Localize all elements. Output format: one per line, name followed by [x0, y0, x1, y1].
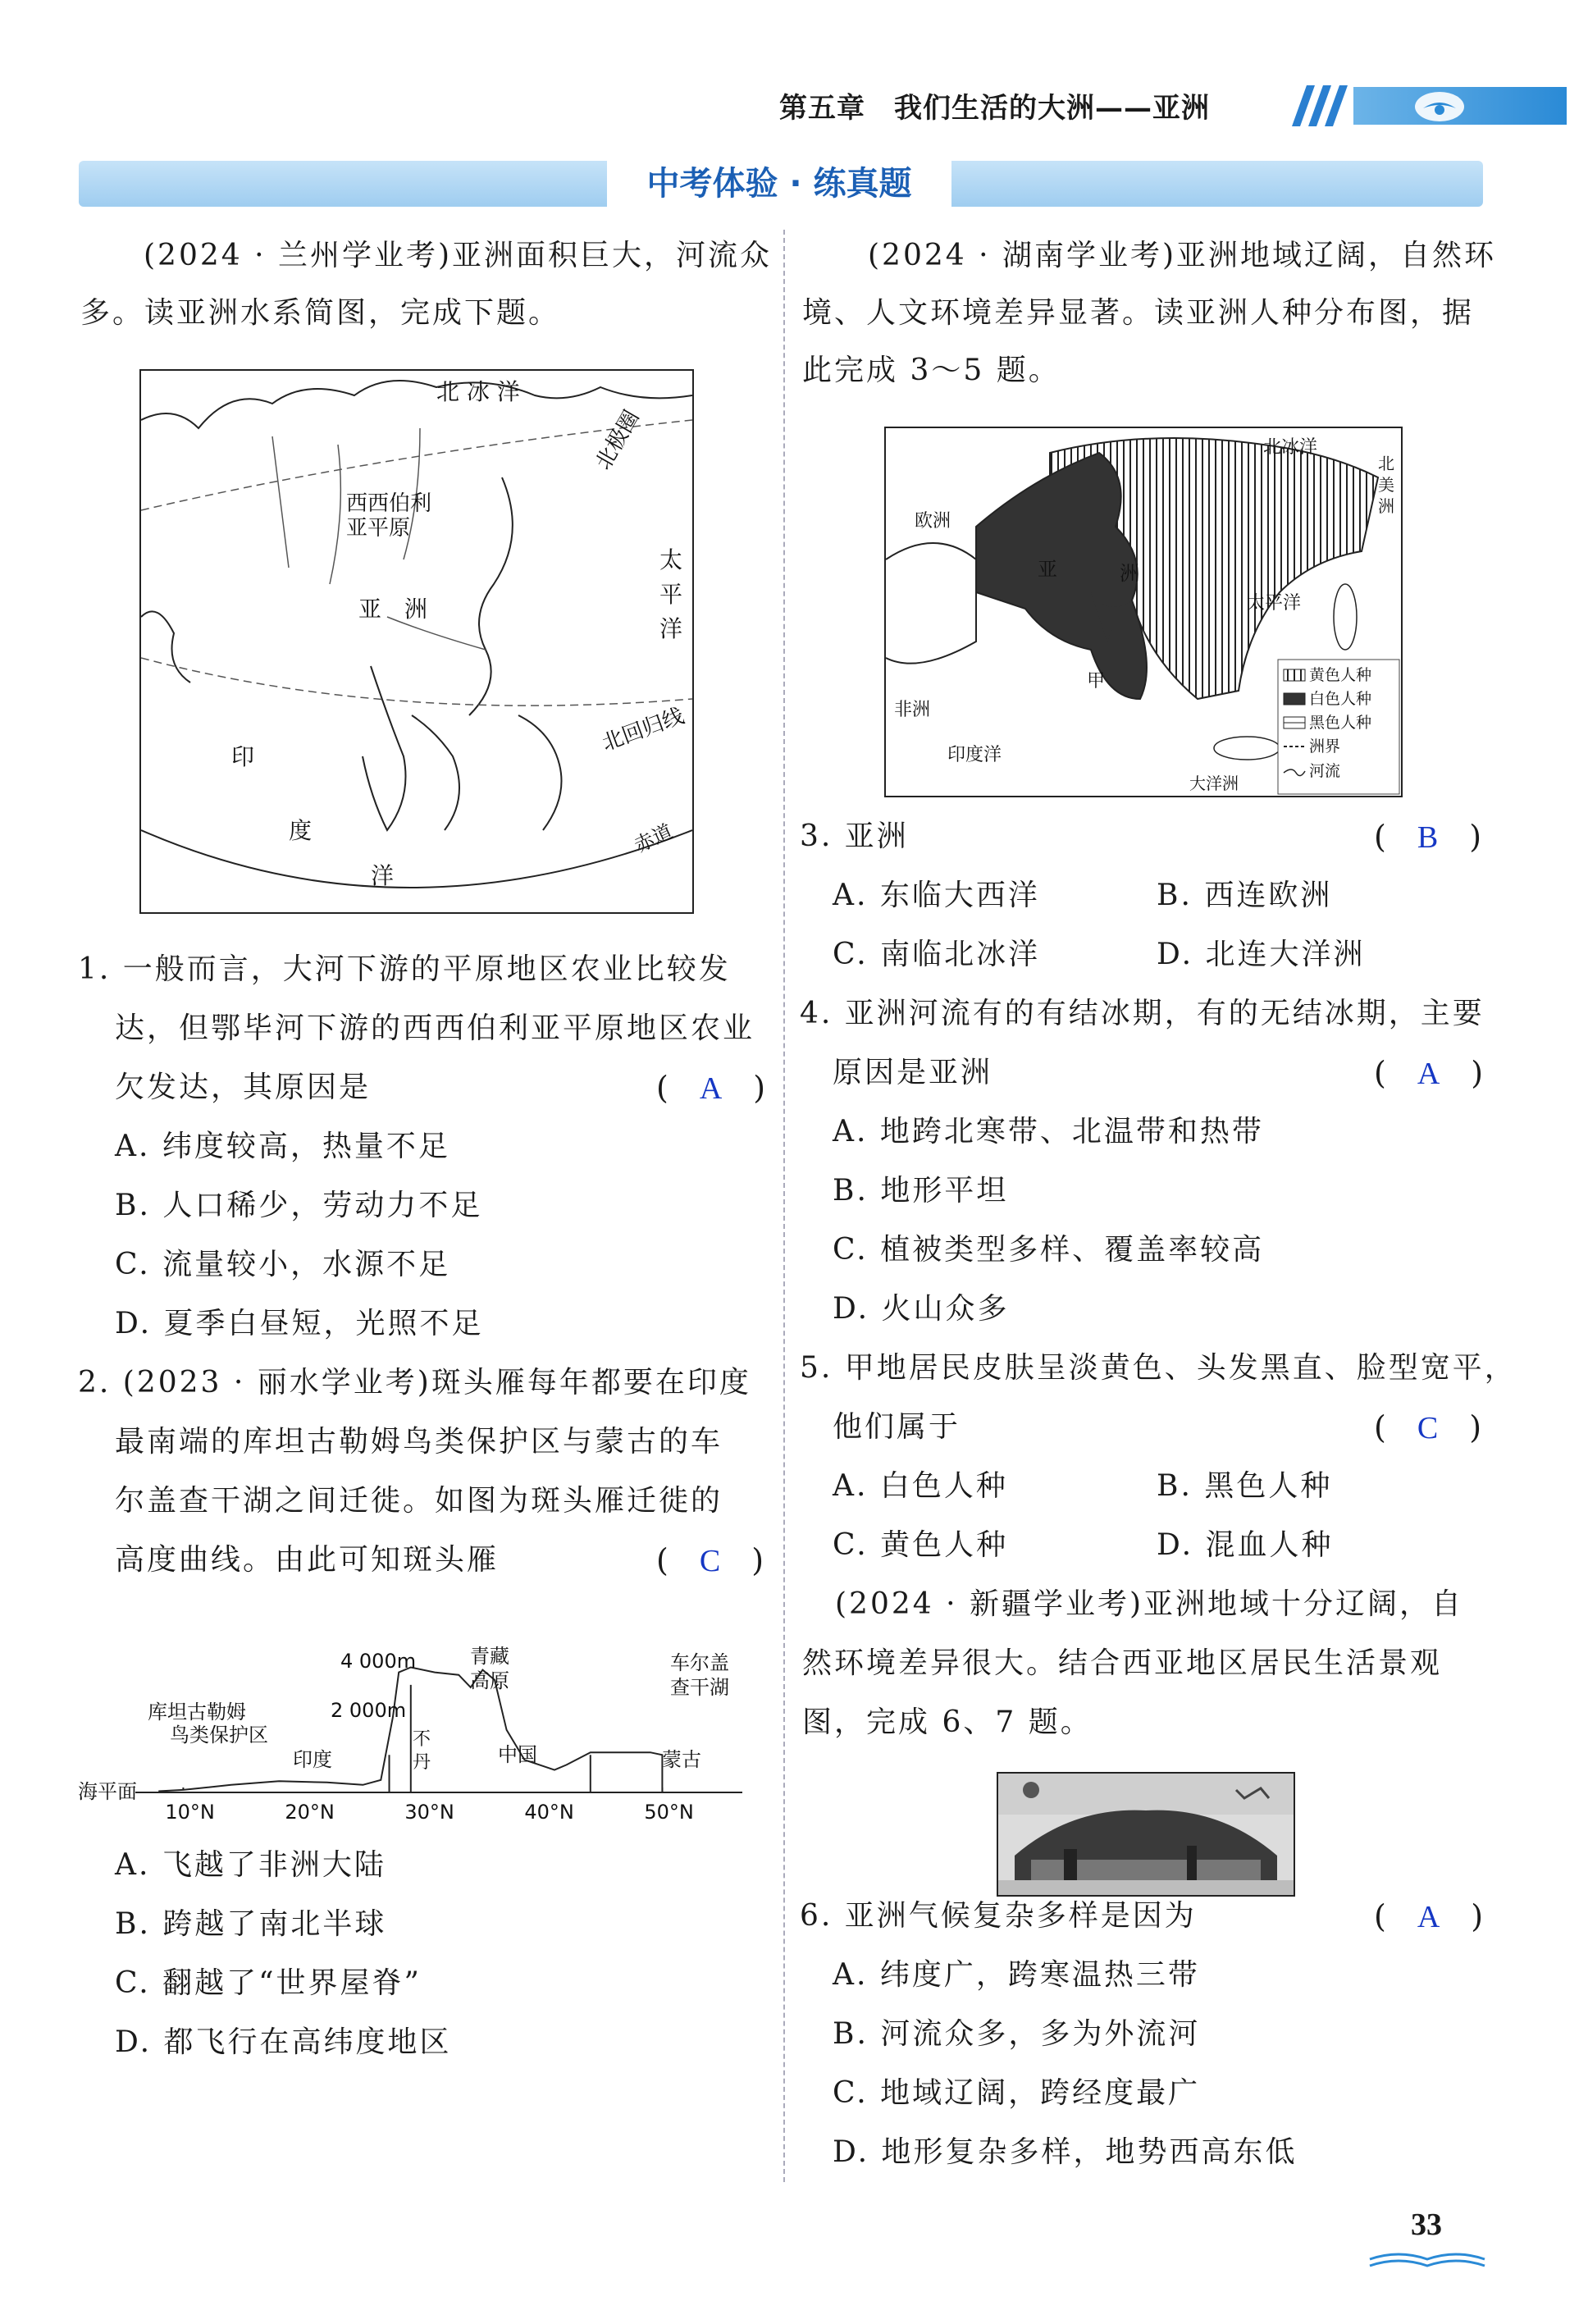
- y-label-4000: 4 000m: [340, 1650, 417, 1673]
- map-label-equator: 赤道: [630, 820, 677, 857]
- west-asia-tent-photo: [997, 1772, 1295, 1897]
- q4-answer: ( A ): [1374, 1055, 1484, 1091]
- legend-river: 河流: [1309, 762, 1341, 780]
- region-label: 库坦古勒姆: [148, 1701, 246, 1724]
- map-label-arctic-circle: 北极圈: [591, 406, 645, 474]
- q1-option-d: D. 夏季白昼短，光照不足: [115, 1307, 484, 1340]
- map-label-plain-1: 西西伯利: [346, 491, 432, 516]
- q4-stem: 原因是亚洲: [833, 1056, 993, 1089]
- map-label-pacific-2: 平: [659, 581, 683, 608]
- q2-stem: 高度曲线。由此可知斑头雁: [115, 1543, 500, 1577]
- asia-river-map: [139, 369, 694, 914]
- q2-answer: ( C ): [656, 1542, 764, 1578]
- q4-option-d: D. 火山众多: [833, 1292, 1010, 1326]
- region-label: 不: [413, 1729, 431, 1750]
- map-label-arctic: 北 冰 洋: [436, 378, 520, 405]
- q5-option-a: A. 白色人种: [833, 1469, 1008, 1503]
- migration-altitude-chart: [78, 1604, 751, 1825]
- region-label: 中国: [498, 1743, 537, 1766]
- q6-option-c: C. 地域辽阔，跨经度最广: [833, 2076, 1201, 2110]
- region-label: 鸟类保护区: [170, 1724, 268, 1746]
- x-tick-label: 50°N: [644, 1801, 694, 1824]
- q5-stem: 5. 甲地居民皮肤呈淡黄色、头发黑直、脸型宽平，: [800, 1351, 1517, 1385]
- legend-white: 白色人种: [1309, 690, 1372, 708]
- region-label: 查干湖: [670, 1676, 729, 1699]
- asia-race-map: [884, 427, 1403, 797]
- q5-option-d: D. 混血人种: [1157, 1528, 1334, 1562]
- q2-option-a: A. 飞越了非洲大陆: [115, 1848, 386, 1882]
- map-label-asia-2: 洲: [1120, 562, 1139, 585]
- q5-option-b: B. 黑色人种: [1157, 1469, 1333, 1503]
- map-label-asia-1: 亚: [1038, 558, 1057, 581]
- column-divider: [783, 230, 785, 2182]
- region-label: 青藏: [470, 1645, 509, 1668]
- header-stripes: [1292, 85, 1358, 126]
- x-tick-label: 10°N: [165, 1801, 215, 1824]
- q5-stem: 他们属于: [833, 1410, 961, 1444]
- q2-option-b: B. 跨越了南北半球: [115, 1907, 387, 1941]
- map-label-europe: 欧洲: [915, 511, 951, 532]
- legend-border: 洲界: [1309, 737, 1341, 756]
- map-label-indian-3: 洋: [371, 862, 395, 889]
- q6-option-a: A. 纬度广，跨寒温热三带: [833, 1958, 1200, 1992]
- x-tick-label: 40°N: [524, 1801, 574, 1824]
- legend-yellow: 黄色人种: [1309, 666, 1372, 684]
- section-title: 中考体验 · 练真题: [607, 161, 951, 207]
- chapter-title: 第五章 我们生活的大洲——亚洲: [779, 92, 1210, 125]
- q3-option-d: D. 北连大洋洲: [1157, 938, 1366, 971]
- map-label-arctic: 北冰洋: [1263, 437, 1318, 458]
- y-label-2000: 2 000m: [331, 1699, 407, 1722]
- q6-option-d: D. 地形复杂多样，地势西高东低: [833, 2135, 1298, 2169]
- map-legend: [1278, 660, 1399, 794]
- q3-stem: 3. 亚洲: [800, 820, 909, 853]
- intro-text: (2024 · 新疆学业考)亚洲地域十分辽阔，自: [835, 1587, 1464, 1621]
- q2-stem: 尔盖查干湖之间迁徙。如图为斑头雁迁徙的: [115, 1484, 723, 1518]
- map-label-africa: 非洲: [894, 700, 931, 720]
- q4-option-c: C. 植被类型多样、覆盖率较高: [833, 1233, 1265, 1267]
- q6-option-b: B. 河流众多，多为外流河: [833, 2017, 1201, 2051]
- map-label-pacific: 太平洋: [1247, 593, 1302, 614]
- q4-option-b: B. 地形平坦: [833, 1174, 1009, 1208]
- region-label: 印度: [293, 1748, 332, 1771]
- y-label-sea-level: 海平面: [78, 1780, 137, 1803]
- q5-answer: ( C ): [1374, 1409, 1482, 1445]
- q1-stem: 1. 一般而言，大河下游的平原地区农业比较发: [78, 952, 731, 986]
- q2-option-d: D. 都飞行在高纬度地区: [115, 2025, 452, 2059]
- map-label-na-1: 北: [1378, 454, 1394, 473]
- region-label: 车尔盖: [670, 1651, 729, 1674]
- intro-text: 图，完成 6、7 题。: [802, 1705, 1093, 1739]
- q1-stem: 达，但鄂毕河下游的西西伯利亚平原地区农业: [115, 1011, 755, 1045]
- region-label: 高原: [470, 1669, 509, 1692]
- q6-answer: ( A ): [1374, 1898, 1484, 1934]
- q1-option-a: A. 纬度较高，热量不足: [115, 1130, 450, 1163]
- map-label-oceania: 大洋洲: [1189, 774, 1239, 793]
- x-tick-label: 20°N: [285, 1801, 335, 1824]
- legend-black: 黑色人种: [1309, 714, 1372, 732]
- intro-text: (2024 · 兰州学业考)亚洲面积巨大，河流众: [144, 239, 773, 272]
- map-label-na-3: 洲: [1378, 496, 1394, 516]
- map-label-tropic: 北回归线: [598, 703, 687, 756]
- q1-option-c: C. 流量较小，水源不足: [115, 1248, 451, 1281]
- q4-option-a: A. 地跨北寒带、北温带和热带: [833, 1115, 1264, 1148]
- book-decoration-icon: [1366, 2248, 1489, 2269]
- x-tick-label: 30°N: [404, 1801, 454, 1824]
- map-label-indian-1: 印: [231, 743, 255, 770]
- intro-text: 此完成 3～5 题。: [802, 354, 1061, 387]
- q1-answer: ( A ): [656, 1070, 766, 1106]
- q2-stem: 最南端的库坦古勒姆鸟类保护区与蒙古的车: [115, 1425, 723, 1459]
- intro-text: 境、人文环境差异显著。读亚洲人种分布图，据: [802, 296, 1475, 330]
- intro-text: 多。读亚洲水系简图，完成下题。: [80, 296, 561, 330]
- q3-option-a: A. 东临大西洋: [833, 879, 1040, 912]
- book-logo-icon: [1411, 89, 1468, 125]
- region-label: 丹: [413, 1752, 431, 1773]
- intro-text: (2024 · 湖南学业考)亚洲地域辽阔，自然环: [868, 239, 1497, 272]
- q1-option-b: B. 人口稀少，劳动力不足: [115, 1189, 483, 1222]
- map-label-indian-2: 度: [289, 817, 313, 844]
- map-label-indian: 印度洋: [947, 745, 1002, 765]
- intro-text: 然环境差异很大。结合西亚地区居民生活景观: [802, 1646, 1443, 1680]
- map-label-jia: 甲: [1087, 671, 1106, 692]
- map-label-asia: 亚 洲: [358, 596, 428, 623]
- q2-stem: 2. (2023 · 丽水学业考)斑头雁每年都要在印度: [78, 1366, 751, 1399]
- page-number: 33: [1411, 2208, 1442, 2242]
- q2-option-c: C. 翻越了“世界屋脊”: [115, 1966, 422, 2000]
- map-label-plain-2: 亚平原: [346, 516, 411, 541]
- q3-option-c: C. 南临北冰洋: [833, 938, 1041, 971]
- q1-stem: 欠发达，其原因是: [115, 1071, 372, 1104]
- q3-option-b: B. 西连欧洲: [1157, 879, 1333, 912]
- q3-answer: ( B ): [1374, 819, 1482, 855]
- q5-option-c: C. 黄色人种: [833, 1528, 1009, 1562]
- region-label: 蒙古: [662, 1748, 701, 1771]
- map-label-pacific-1: 太: [659, 546, 683, 573]
- q4-stem: 4. 亚洲河流有的有结冰期，有的无结冰期，主要: [800, 997, 1485, 1030]
- q6-stem: 6. 亚洲气候复杂多样是因为: [800, 1899, 1197, 1933]
- map-label-pacific-3: 洋: [659, 615, 683, 642]
- map-label-na-2: 美: [1378, 475, 1394, 495]
